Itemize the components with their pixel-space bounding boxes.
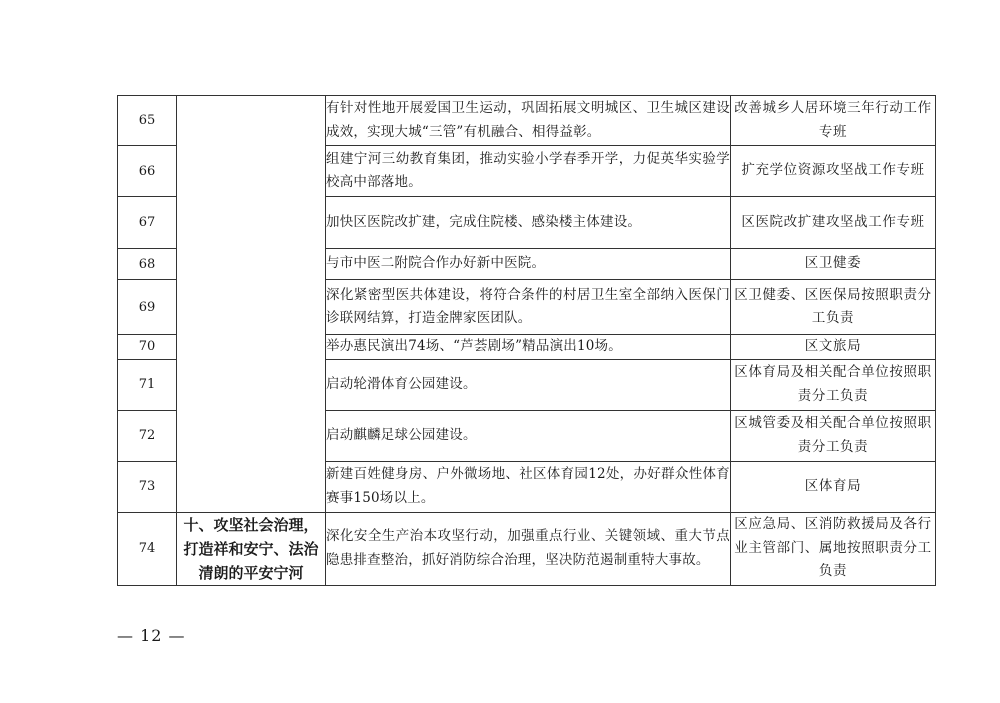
responsible-unit-cell: 改善城乡人居环境三年行动工作专班 — [731, 96, 936, 146]
category-cell-empty — [177, 96, 326, 513]
task-cell: 有针对性地开展爱国卫生运动，巩固拓展文明城区、卫生城区建设成效，实现大城“三管”有机融合、相得益彰。 — [326, 96, 731, 146]
row-number: 72 — [118, 410, 177, 461]
responsible-unit-cell: 区体育局及相关配合单位按照职责分工负责 — [731, 359, 936, 410]
row-number: 73 — [118, 461, 177, 512]
row-number: 69 — [118, 280, 177, 335]
task-cell: 启动麒麟足球公园建设。 — [326, 410, 731, 461]
table-row — [118, 96, 936, 146]
page-number: — 12 — — [117, 626, 186, 645]
row-number: 71 — [118, 359, 177, 410]
responsible-unit-cell: 区卫健委 — [731, 249, 936, 280]
responsible-unit-cell: 区城管委及相关配合单位按照职责分工负责 — [731, 410, 936, 461]
task-table — [117, 95, 936, 586]
responsible-unit-cell: 区卫健委、区医保局按照职责分工负责 — [731, 280, 936, 335]
task-cell: 组建宁河三幼教育集团，推动实验小学春季开学，力促英华实验学校高中部落地。 — [326, 146, 731, 197]
task-cell: 举办惠民演出74场、“芦荟剧场”精品演出10场。 — [326, 335, 731, 360]
responsible-unit-cell: 区文旅局 — [731, 335, 936, 360]
row-number: 66 — [118, 146, 177, 197]
table-row — [118, 512, 936, 585]
row-number: 65 — [118, 96, 177, 146]
row-number: 68 — [118, 249, 177, 280]
task-cell: 与市中医二附院合作办好新中医院。 — [326, 249, 731, 280]
responsible-unit-cell: 扩充学位资源攻坚战工作专班 — [731, 146, 936, 197]
task-cell: 启动轮滑体育公园建设。 — [326, 359, 731, 410]
responsible-unit-cell: 区体育局 — [731, 461, 936, 512]
row-number: 74 — [118, 512, 177, 585]
task-cell: 深化紧密型医共体建设，将符合条件的村居卫生室全部纳入医保门诊联网结算，打造金牌家医团队。 — [326, 280, 731, 335]
task-cell: 加快区医院改扩建，完成住院楼、感染楼主体建设。 — [326, 197, 731, 249]
category-cell: 十、攻坚社会治理，打造祥和安宁、法治清朗的平安宁河 — [177, 512, 326, 585]
responsible-unit-cell: 区应急局、区消防救援局及各行业主管部门、属地按照职责分工负责 — [731, 512, 936, 585]
task-cell: 新建百姓健身房、户外微场地、社区体育园12处，办好群众性体育赛事150场以上。 — [326, 461, 731, 512]
row-number: 67 — [118, 197, 177, 249]
task-cell: 深化安全生产治本攻坚行动，加强重点行业、关键领域、重大节点隐患排查整治，抓好消防综合治理，坚决防范遏制重特大事故。 — [326, 512, 731, 585]
responsible-unit-cell: 区医院改扩建攻坚战工作专班 — [731, 197, 936, 249]
row-number: 70 — [118, 335, 177, 360]
